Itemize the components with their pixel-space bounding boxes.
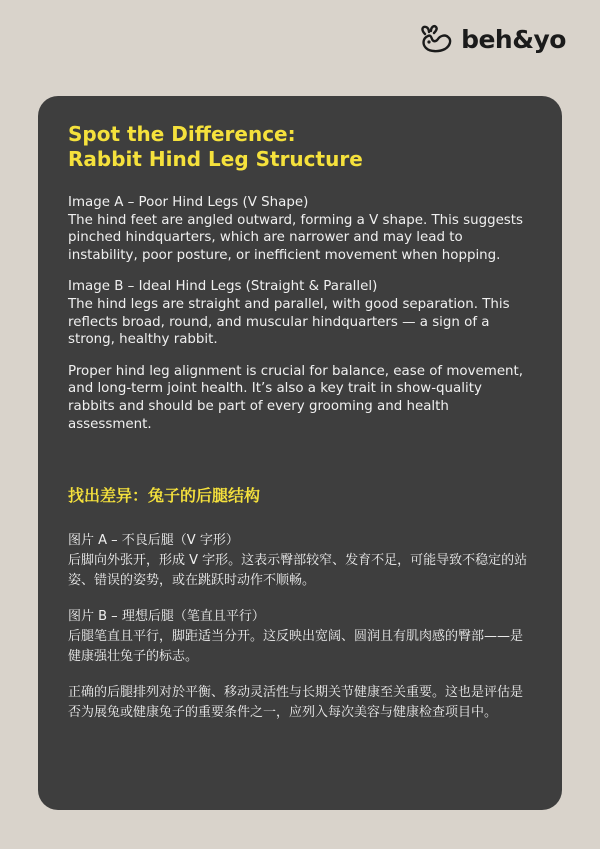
page-title bbox=[68, 122, 532, 172]
zh-image-b-heading: 图片 B – 理想后腿（笔直且平行） bbox=[68, 609, 265, 625]
brand-name: beh&yo bbox=[461, 24, 566, 54]
image-b-heading: Image B – Ideal Hind Legs (Straight & Parallel) bbox=[68, 279, 378, 295]
zh-image-a-paragraph bbox=[68, 531, 532, 591]
zh-conclusion-paragraph: 正确的后腿排列对於平衡、移动灵活性与长期关节健康至关重要。这也是评估是否为展兔或健康兔子的重要条件之一，应列入每次美容与健康检查项目中。 bbox=[68, 685, 524, 721]
image-a-body: The hind feet are angled outward, forming a V shape. This suggests pinched hindquarters, which are narrower and may lead to instability, poor posture, or inefficient movement when hopping. bbox=[68, 212, 524, 263]
zh-image-a-heading: 图片 A – 不良后腿（V 字形） bbox=[68, 533, 239, 549]
zh-image-b-body: 后腿笔直且平行，脚距适当分开。这反映出宽阔、圆润且有肌肉感的臀部——是健康强壮兔子的标志。 bbox=[68, 629, 524, 665]
chinese-section bbox=[68, 531, 532, 723]
title-line-1: Spot the Difference: bbox=[68, 122, 296, 146]
image-a-heading: Image A – Poor Hind Legs (V Shape) bbox=[68, 195, 309, 210]
image-a-paragraph bbox=[68, 194, 532, 264]
english-section bbox=[68, 194, 532, 433]
image-b-body: The hind legs are straight and parallel, with good separation. This reflects broad, round, and muscular hindquarters — a sign of a strong, healthy rabbit. bbox=[68, 296, 510, 348]
rabbit-icon bbox=[419, 24, 457, 54]
zh-image-b-paragraph bbox=[68, 607, 532, 667]
conclusion-paragraph: Proper hind leg alignment is crucial for balance, ease of movement, and long-term joint health. It’s also a key trait in show-quality rabbits and should be part of every grooming and health assessment. bbox=[68, 363, 524, 432]
image-b-paragraph bbox=[68, 278, 532, 348]
chinese-title: 找出差异：兔子的后腿结构 bbox=[68, 486, 261, 506]
content-card bbox=[38, 96, 562, 810]
title-line-2: Rabbit Hind Leg Structure bbox=[68, 147, 363, 171]
brand-logo bbox=[419, 24, 566, 54]
zh-image-a-body: 后脚向外张开，形成 V 字形。这表示臀部较窄、发育不足，可能导致不稳定的站姿、错误的姿势，或在跳跃时动作不顺畅。 bbox=[68, 553, 528, 589]
